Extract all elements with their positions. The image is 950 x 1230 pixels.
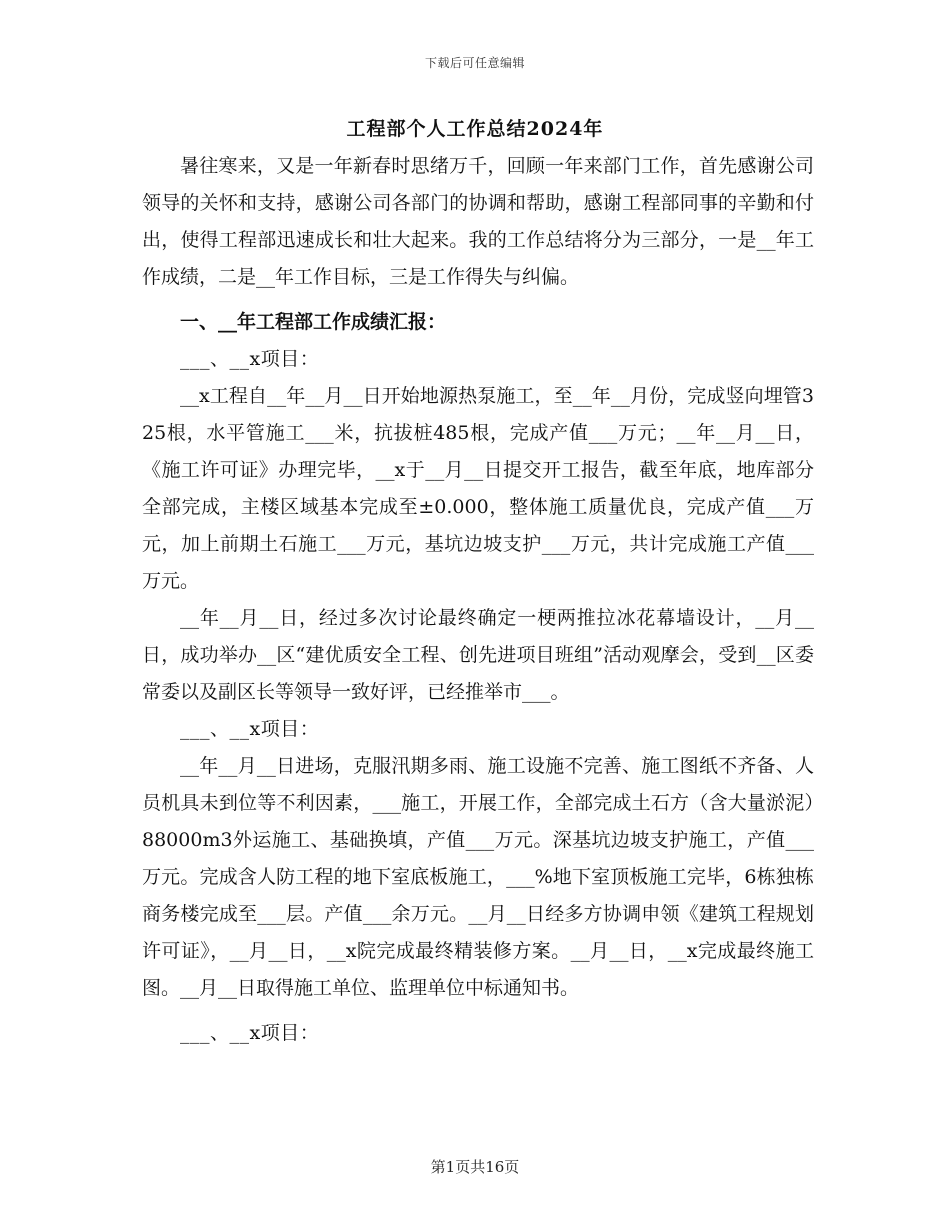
project-paragraph: __年__月__日，经过多次讨论最终确定一梗两推拉冰花幕墙设计，__月__日，成功举办__区“建优质安全工程、创先进项目班组”活动观摩会，受到__区委常委以及副区长等领导一致好评，已经推举市___。 [142,607,814,703]
project-paragraph: __x工程自__年__月__日开始地源热泵施工，至__年__月份，完成竖向埋管325根，水平管施工___米，抗拔桩485根，完成产值___万元；__年__月__日，《施工许可证》办理完毕，__x于__月__日提交开工报告，截至年底，地库部分全部完成，主楼区域基本完成至±0.000，整体施工质量优良，完成产值___万元，加上前期土石施工___万元，基坑边坡支护___万元，共计完成施工产值___万元。 [142,385,814,592]
project-subheading: ___、__x项目： [180,1022,320,1044]
project-subheading: ___、__x项目： [180,348,320,370]
page-header-note: 下载后可任意编辑 [424,56,525,70]
page-number: 第1页共16页 [430,1158,520,1176]
document-body [142,148,814,1052]
project-paragraph: __年__月__日进场，克服汛期多雨、施工设施不完善、施工图纸不齐备、人员机具未到位等不利因素，___施工，开展工作，全部完成土石方（含大量淤泥）88000m3外运施工、基础换填，产值___万元。深基坑边坡支护施工，产值___万元。完成含人防工程的地下室底板施工，___%地下室顶板施工完毕，6栋独栋商务楼完成至___层。产值___余万元。__月__日经多方协调申领《建筑工程规划许可证》，__月__日，__x院完成最终精装修方案。__月__日，__x完成最终施工图。__月__日取得施工单位、监理单位中标通知书。 [142,755,814,999]
document-title: 工程部个人工作总结2024年 [346,118,604,140]
section-heading: 一、__年工程部工作成绩汇报： [180,311,447,333]
paragraph-gap [142,1007,814,1015]
intro-paragraph: 暑往寒来，又是一年新春时思绪万千，回顾一年来部门工作，首先感谢公司领导的关怀和支持，感谢公司各部门的协调和帮助，感谢工程部同事的辛勤和付出，使得工程部迅速成长和壮大起来。我的工作总结将分为三部分，一是__年工作成绩，二是__年工作目标，三是工作得失与纠偏。 [142,155,814,288]
paragraph-gap [142,296,814,304]
project-subheading: ___、__x项目： [180,718,320,740]
